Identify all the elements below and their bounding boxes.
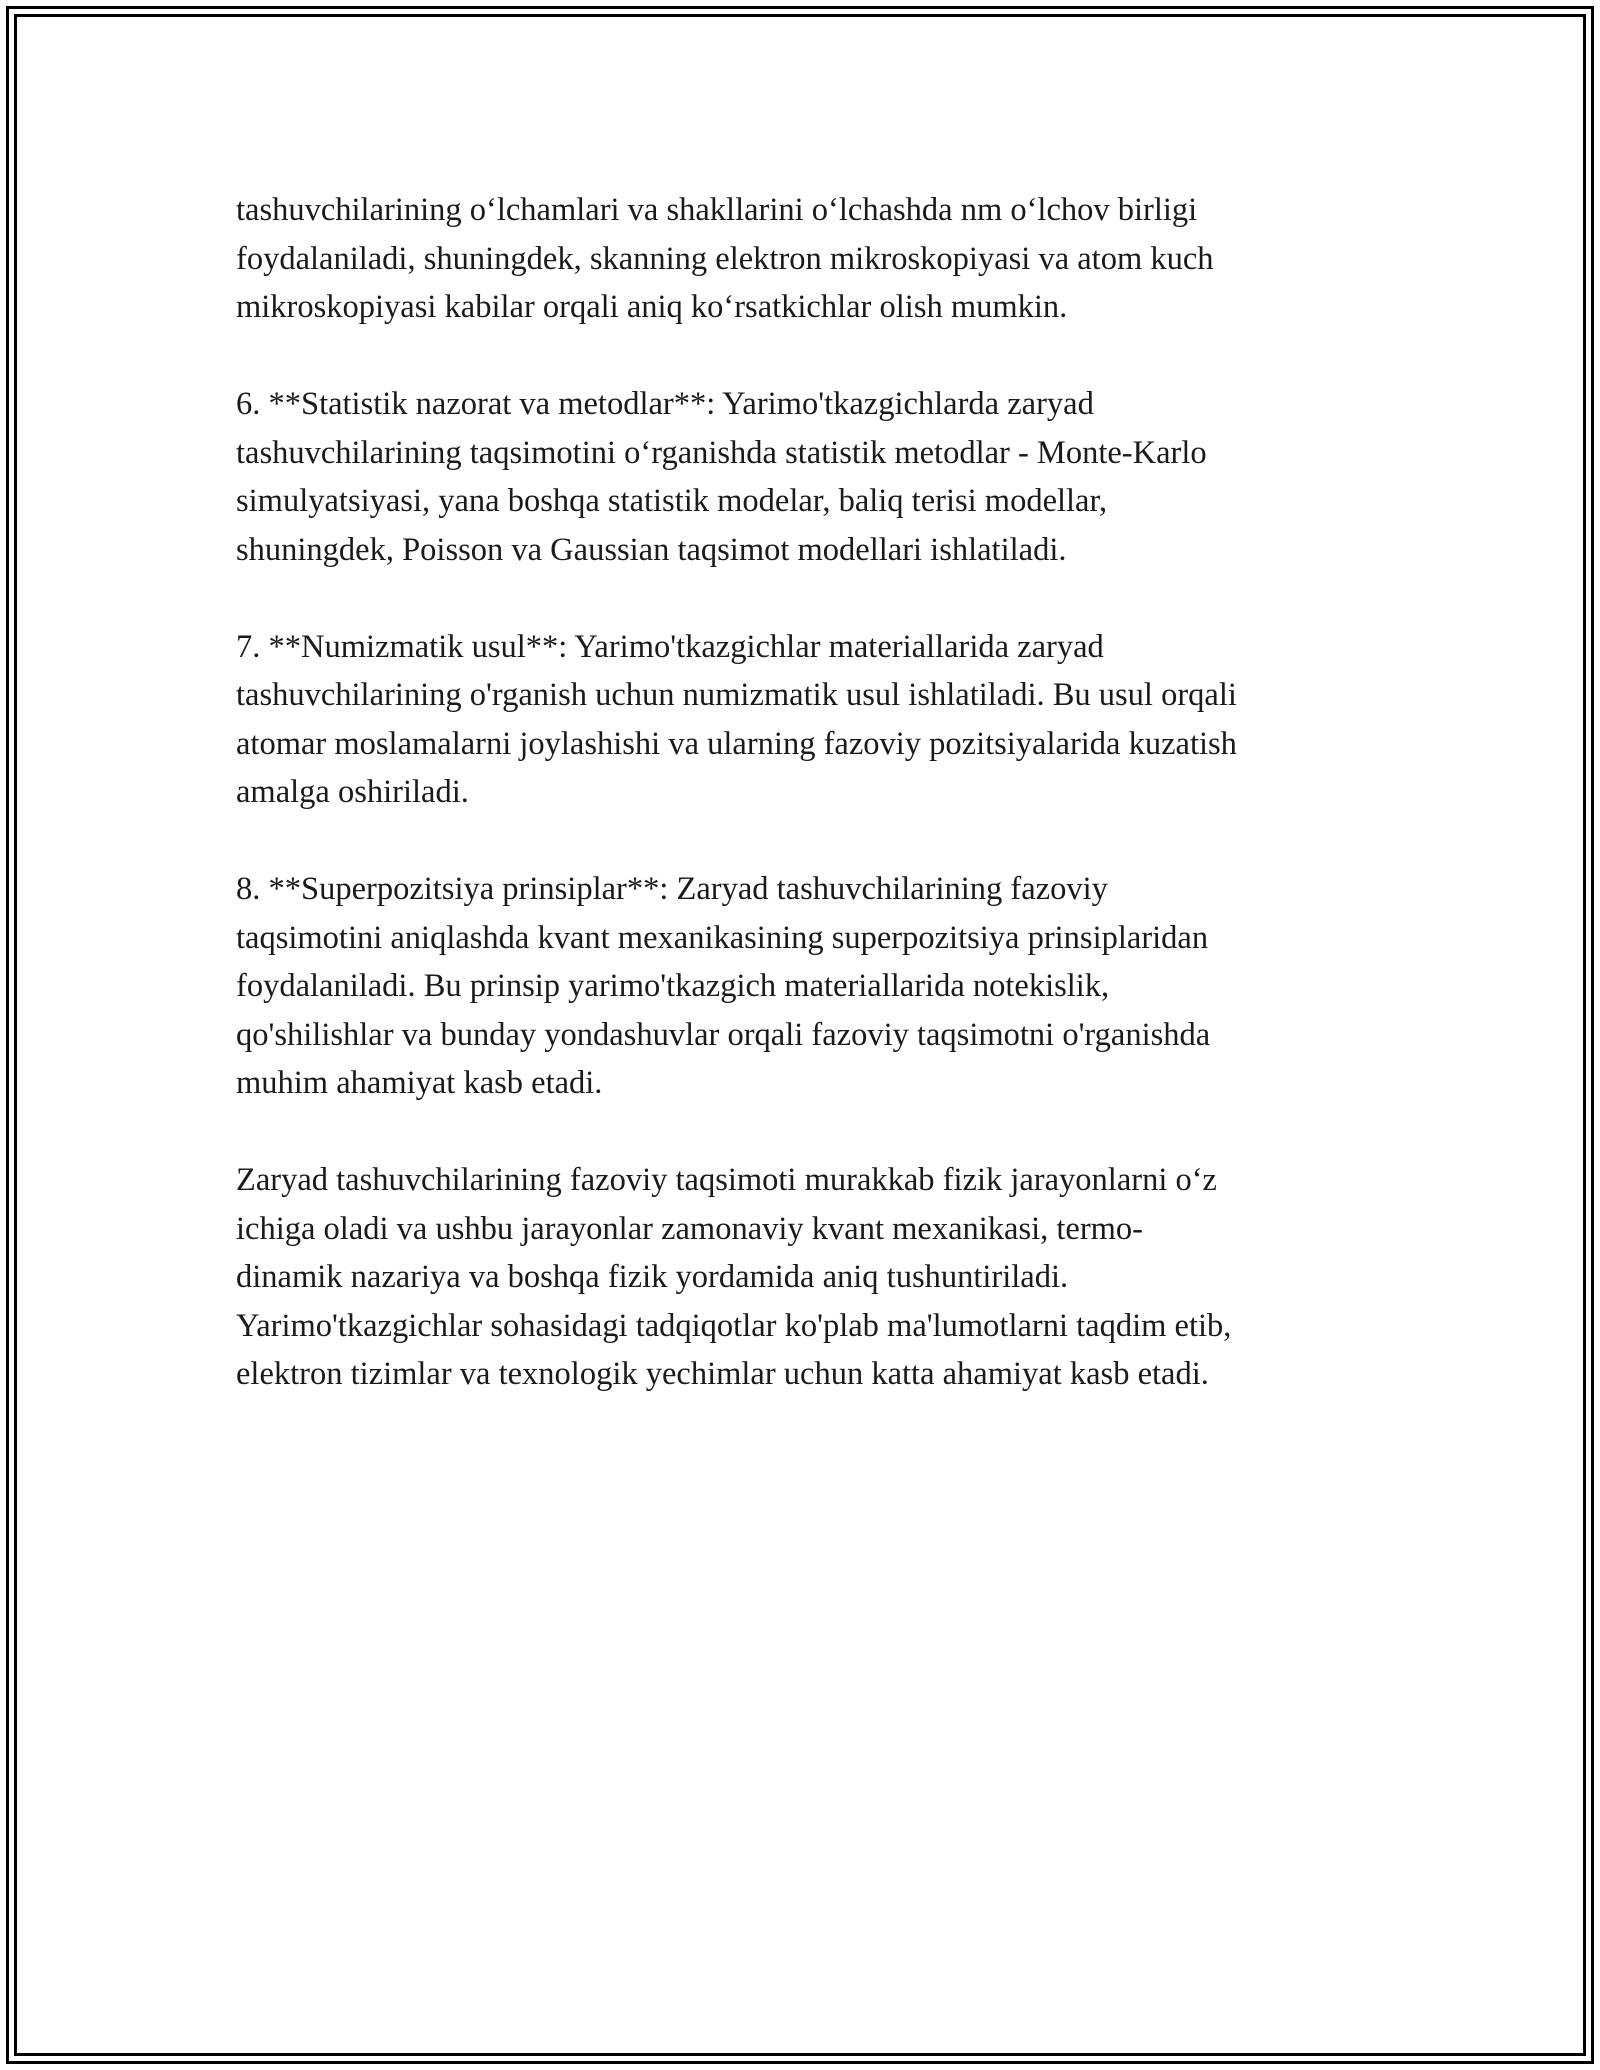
text-line: shuningdek, Poisson va Gaussian taqsimot modellari ishlatiladi. <box>236 531 1067 568</box>
text-line: tashuvchilarining o'rganish uchun numizmatik usul ishlatiladi. Bu usul orqali <box>236 677 1237 713</box>
text-line: taqsimotini aniqlashda kvant mexanikasining superpozitsiya prinsiplaridan <box>236 919 1209 956</box>
text-line: foydalaniladi, shuningdek, skanning elektron mikroskopiyasi va atom kuch <box>236 240 1214 277</box>
text-line: tashuvchilarining o‘lchamlari va shakllarini o‘lchashda nm o‘lchov birligi <box>236 192 1198 228</box>
text-line: 6. **Statistik nazorat va metodlar**: Yarimo'tkazgichlarda zaryad <box>236 386 1094 422</box>
text-line: tashuvchilarining taqsimotini o‘rganishda statistik metodlar - Monte-Karlo <box>236 434 1207 471</box>
text-line: ichiga oladi va ushbu jarayonlar zamonaviy kvant mexanikasi, termo- <box>236 1210 1144 1247</box>
text-line: muhim ahamiyat kasb etadi. <box>236 1065 603 1101</box>
text-line: atomar moslamalarni joylashishi va ularning fazoviy pozitsiyalarida kuzatish <box>236 725 1237 762</box>
paragraph-item-6-statistical-methods <box>236 380 1376 574</box>
text-line: 7. **Numizmatik usul**: Yarimo'tkazgichlar materiallarida zaryad <box>236 628 1104 665</box>
text-line: 8. **Superpozitsiya prinsiplar**: Zaryad tashuvchilarining fazoviy <box>236 871 1108 907</box>
paragraph-item-7-numismatic-method <box>236 623 1376 817</box>
text-line: dinamik nazariya va boshqa fizik yordamida aniq tushuntiriladi. <box>236 1259 1069 1295</box>
document-body <box>236 186 1376 1447</box>
text-line: amalga oshiriladi. <box>236 774 469 810</box>
text-line: foydalaniladi. Bu prinsip yarimo'tkazgich materiallarida notekislik, <box>236 968 1110 1004</box>
text-line: Yarimo'tkazgichlar sohasidagi tadqiqotlar ko'plab ma'lumotlarni taqdim etib, <box>236 1307 1232 1344</box>
text-line: elektron tizimlar va texnologik yechimlar uchun katta ahamiyat kasb etadi. <box>236 1356 1209 1392</box>
paragraph-item-8-superposition <box>236 865 1376 1108</box>
text-line: mikroskopiyasi kabilar orqali aniq ko‘rsatkichlar olish mumkin. <box>236 289 1068 325</box>
text-line: qo'shilishlar va bunday yondashuvlar orqali fazoviy taqsimotni o'rganishda <box>236 1016 1211 1053</box>
paragraph-conclusion <box>236 1156 1376 1399</box>
text-line: Zaryad tashuvchilarining fazoviy taqsimoti murakkab fizik jarayonlarni o‘z <box>236 1162 1217 1198</box>
text-line: simulyatsiyasi, yana boshqa statistik modelar, baliq terisi modellar, <box>236 483 1108 519</box>
paragraph-measurement-continuation <box>236 186 1376 332</box>
